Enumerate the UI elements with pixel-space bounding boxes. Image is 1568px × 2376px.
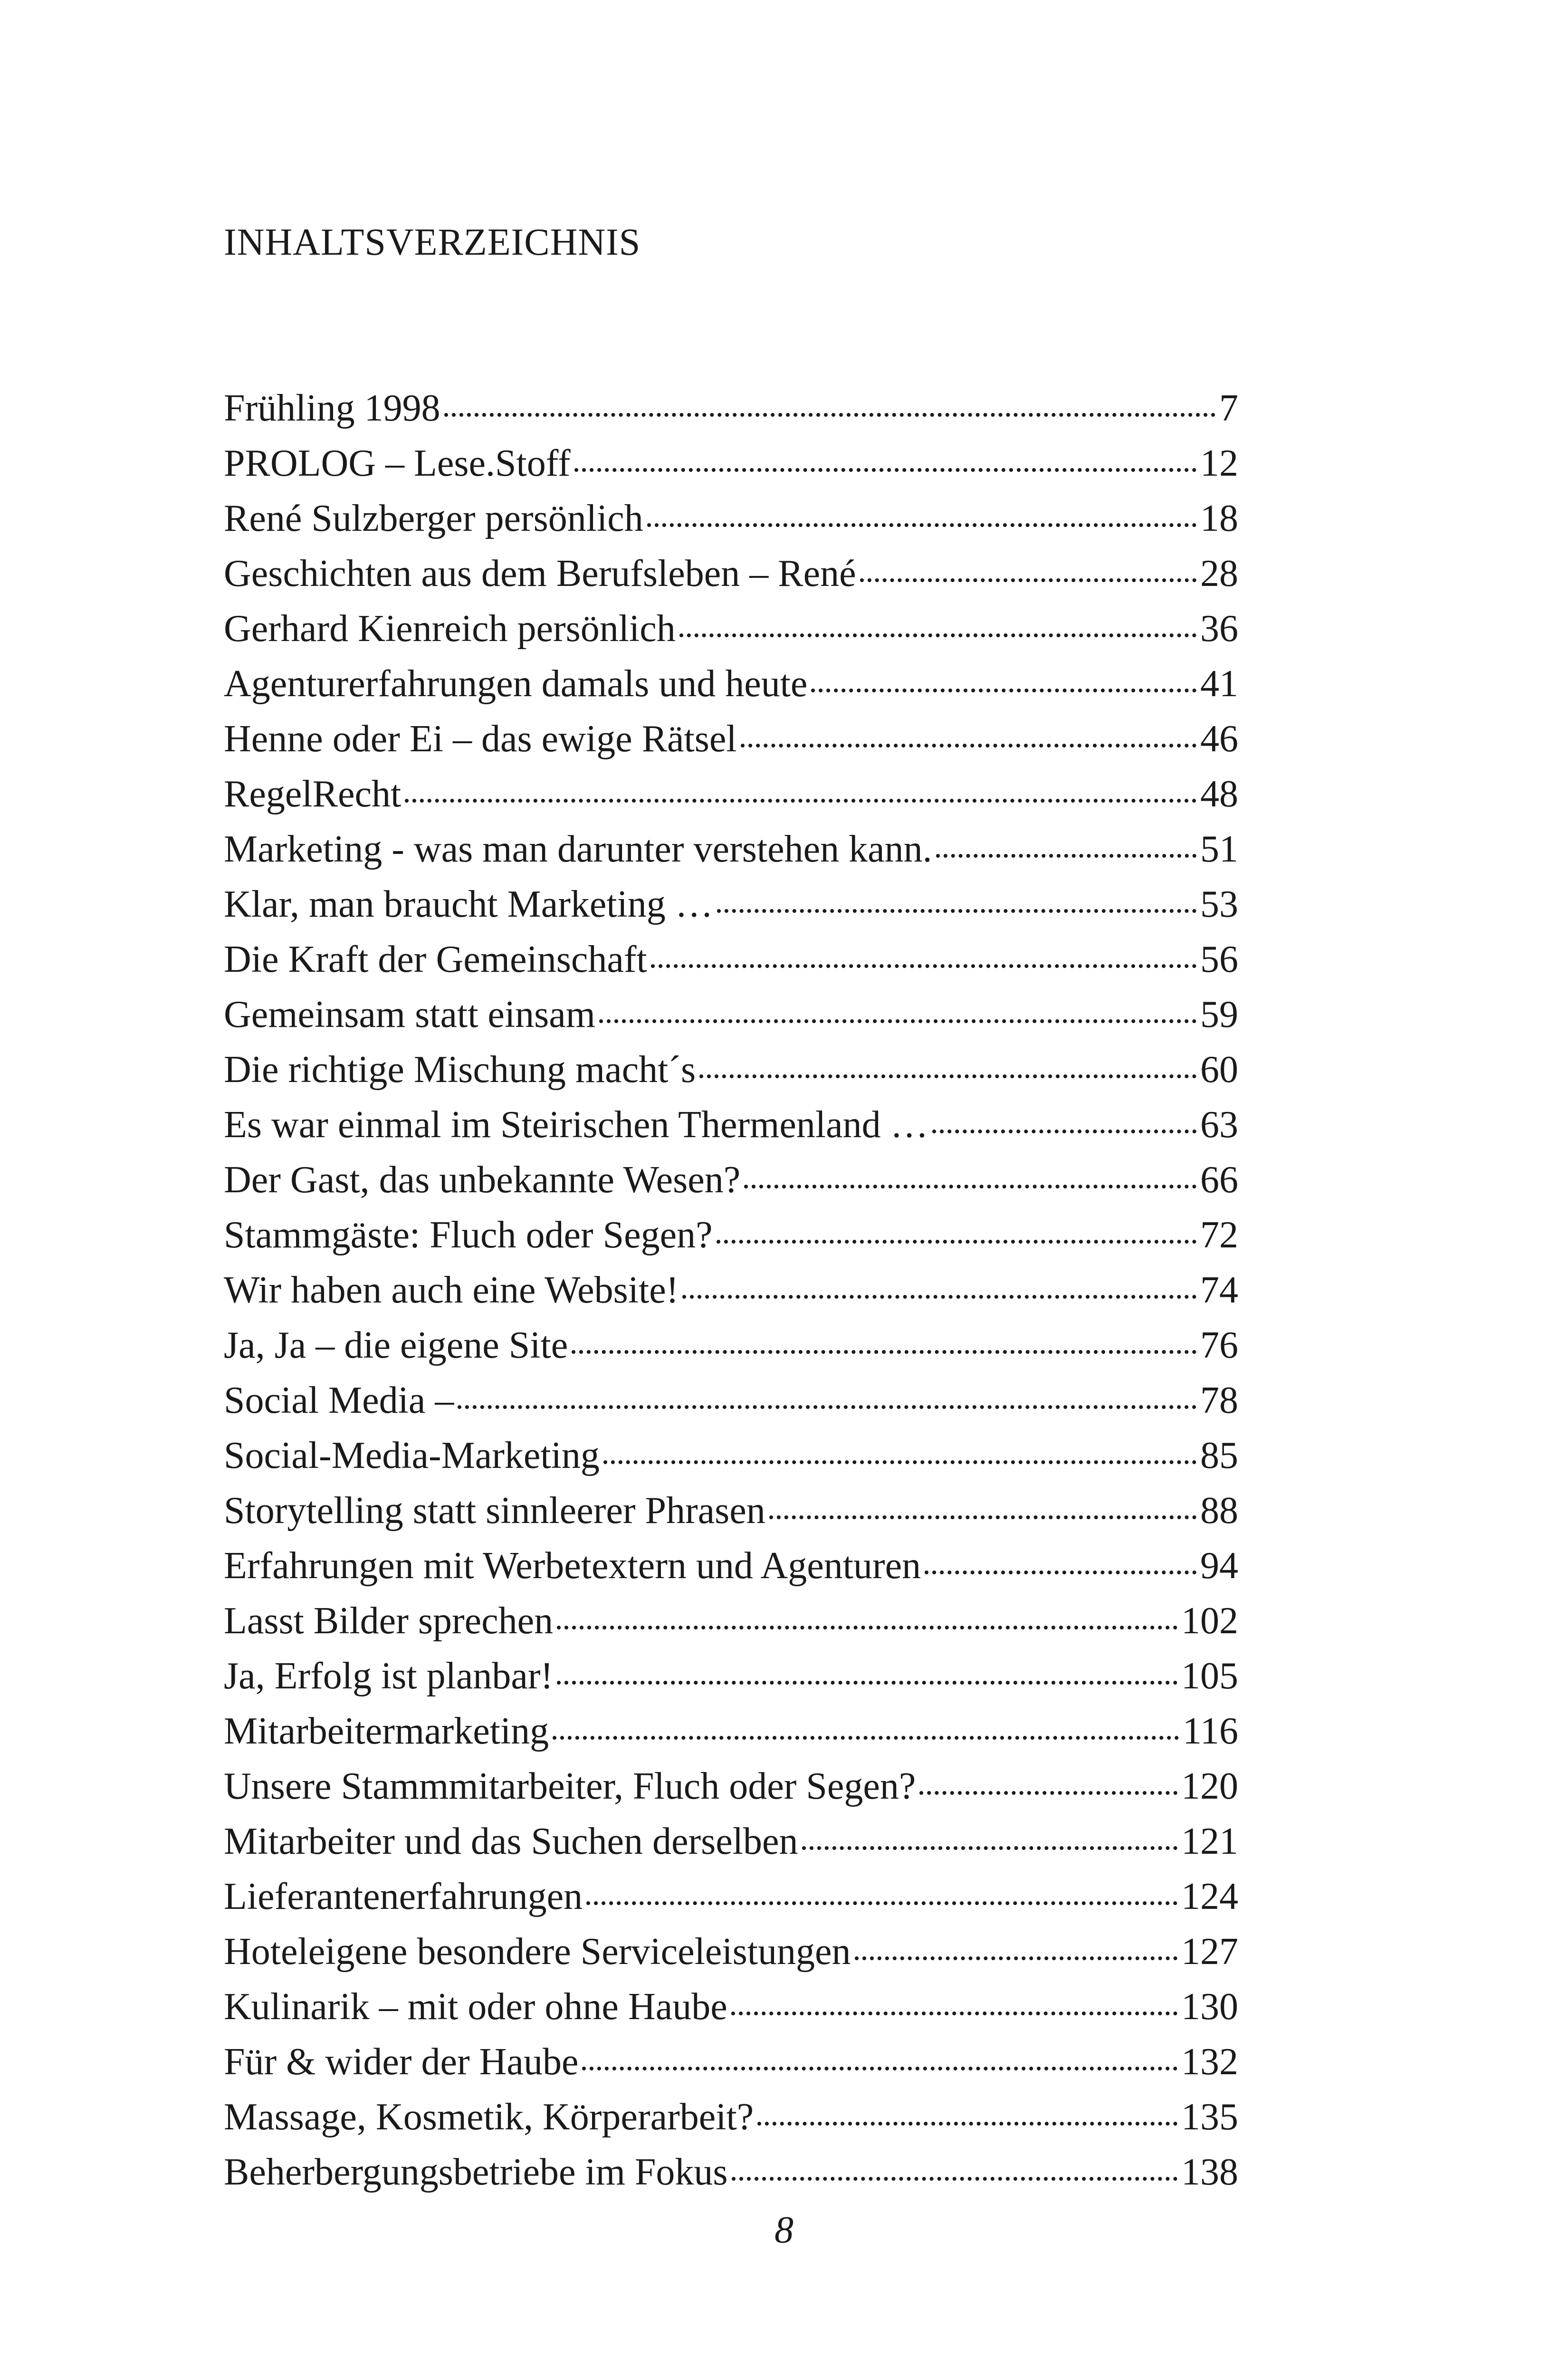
toc-entry <box>224 1538 1238 1593</box>
toc-entry-page-number: 12 <box>1200 442 1238 484</box>
toc-entry-title: Lasst Bilder sprechen <box>224 1600 554 1642</box>
toc-entry-title: Die richtige Mischung macht´s <box>224 1049 696 1091</box>
toc-entry <box>224 1152 1238 1207</box>
toc-entry <box>224 1483 1238 1538</box>
toc-entry-title: Klar, man braucht Marketing … <box>224 883 713 925</box>
toc-entry-page-number: 132 <box>1181 2041 1238 2083</box>
toc-entry-title: Wir haben auch eine Website! <box>224 1269 679 1311</box>
toc-entry-title: René Sulzberger persönlich <box>224 498 643 539</box>
toc-entry-page-number: 46 <box>1200 718 1238 760</box>
dot-leader <box>925 1571 1196 1574</box>
toc-entry-page-number: 78 <box>1200 1380 1238 1421</box>
toc-entry-title: Mitarbeiter und das Suchen derselben <box>224 1820 798 1862</box>
page-title: INHALTSVERZEICHNIS <box>224 221 641 263</box>
toc-entry <box>224 766 1238 822</box>
toc-entry <box>224 1097 1238 1152</box>
toc-entry-title: Geschichten aus dem Berufsleben – René <box>224 553 856 594</box>
toc-entry-page-number: 121 <box>1181 1820 1238 1862</box>
toc-entry <box>224 877 1238 932</box>
dot-leader <box>557 1626 1177 1629</box>
dot-leader <box>932 1130 1196 1133</box>
toc-entry-page-number: 105 <box>1181 1655 1238 1697</box>
dot-leader <box>603 1460 1196 1464</box>
dot-leader <box>574 468 1196 472</box>
toc-entry-page-number: 41 <box>1200 663 1238 705</box>
toc-entry <box>224 1042 1238 1097</box>
dot-leader <box>811 689 1196 692</box>
toc-entry-page-number: 74 <box>1200 1269 1238 1311</box>
toc-entry-page-number: 7 <box>1219 387 1238 429</box>
toc-entry-page-number: 28 <box>1200 553 1238 594</box>
toc-entry <box>224 711 1238 766</box>
toc-entry <box>224 2145 1238 2200</box>
dot-leader <box>731 2012 1177 2015</box>
toc-entry-page-number: 130 <box>1181 1986 1238 2028</box>
dot-leader <box>757 2122 1177 2126</box>
toc-entry-title: Gemeinsam statt einsam <box>224 994 596 1035</box>
toc-entry-title: Frühling 1998 <box>224 387 440 429</box>
toc-entry-title: Ja, Erfolg ist planbar! <box>224 1655 554 1697</box>
toc-entry-page-number: 36 <box>1200 608 1238 650</box>
dot-leader <box>769 1515 1196 1519</box>
dot-leader <box>802 1846 1177 1850</box>
dot-leader <box>557 1681 1177 1685</box>
toc-entry-page-number: 53 <box>1200 883 1238 925</box>
toc-entry-title: Die Kraft der Gemeinschaft <box>224 939 647 980</box>
toc-entry-page-number: 102 <box>1181 1600 1238 1642</box>
dot-leader <box>458 1405 1196 1409</box>
toc-entry <box>224 601 1238 656</box>
toc-entry-page-number: 63 <box>1200 1104 1238 1146</box>
toc-entry <box>224 1759 1238 1814</box>
dot-leader <box>405 799 1196 803</box>
dot-leader <box>553 1736 1179 1740</box>
toc-entry-title: Storytelling statt sinnleerer Phrasen <box>224 1490 765 1532</box>
dot-leader <box>717 909 1196 913</box>
toc-entry <box>224 2034 1238 2089</box>
toc-entry <box>224 822 1238 877</box>
toc-entry-title: PROLOG – Lese.Stoff <box>224 442 571 484</box>
toc-entry-title: Unsere Stammmitarbeiter, Fluch oder Segen? <box>224 1765 916 1807</box>
dot-leader <box>855 1956 1178 1960</box>
toc-entry-page-number: 72 <box>1200 1214 1238 1256</box>
dot-leader <box>744 1185 1196 1188</box>
dot-leader <box>717 1240 1196 1244</box>
toc-entry <box>224 381 1238 436</box>
toc-entry <box>224 656 1238 711</box>
toc-entry-page-number: 138 <box>1181 2151 1238 2193</box>
toc-entry-page-number: 18 <box>1200 498 1238 539</box>
toc-entry-page-number: 135 <box>1181 2096 1238 2138</box>
toc-entry-title: Der Gast, das unbekannte Wesen? <box>224 1159 741 1201</box>
toc-entry-title: Hoteleigene besondere Serviceleistungen <box>224 1931 851 1973</box>
toc-entry <box>224 2089 1238 2145</box>
toc-entry <box>224 1318 1238 1373</box>
toc-entry-title: Es war einmal im Steirischen Thermenland … <box>224 1104 928 1146</box>
toc-entry-title: Gerhard Kienreich persönlich <box>224 608 676 650</box>
toc-entry <box>224 1263 1238 1318</box>
dot-leader <box>699 1074 1196 1078</box>
toc-entry <box>224 1979 1238 2034</box>
toc-entry <box>224 1428 1238 1483</box>
toc-entry <box>224 436 1238 491</box>
toc-entry-page-number: 127 <box>1181 1931 1238 1973</box>
toc-entry <box>224 1814 1238 1869</box>
dot-leader <box>936 854 1196 858</box>
dot-leader <box>919 1791 1177 1795</box>
toc-entry <box>224 491 1238 546</box>
table-of-contents <box>224 381 1238 2200</box>
dot-leader <box>732 2177 1177 2181</box>
dot-leader <box>582 2067 1177 2070</box>
toc-entry-page-number: 124 <box>1181 1876 1238 1917</box>
toc-entry-page-number: 51 <box>1200 828 1238 870</box>
toc-entry-page-number: 88 <box>1200 1490 1238 1532</box>
toc-entry <box>224 1869 1238 1924</box>
dot-leader <box>682 1295 1196 1299</box>
toc-entry-page-number: 85 <box>1200 1435 1238 1476</box>
dot-leader <box>586 1901 1177 1905</box>
dot-leader <box>444 413 1215 417</box>
toc-entry <box>224 1593 1238 1648</box>
toc-entry <box>224 1924 1238 1979</box>
dot-leader <box>651 964 1196 968</box>
dot-leader <box>647 523 1196 527</box>
toc-entry-page-number: 66 <box>1200 1159 1238 1201</box>
toc-entry-title: Beherbergungsbetriebe im Fokus <box>224 2151 728 2193</box>
toc-entry-page-number: 116 <box>1182 1710 1238 1752</box>
toc-entry-title: Marketing - was man darunter verstehen kann. <box>224 828 932 870</box>
toc-entry-title: Ja, Ja – die eigene Site <box>224 1324 568 1366</box>
toc-entry <box>224 1704 1238 1759</box>
toc-entry-page-number: 76 <box>1200 1324 1238 1366</box>
toc-entry <box>224 546 1238 601</box>
toc-entry-title: Henne oder Ei – das ewige Rätsel <box>224 718 737 760</box>
toc-entry-title: Kulinarik – mit oder ohne Haube <box>224 1986 727 2028</box>
toc-entry <box>224 1373 1238 1428</box>
toc-entry-title: Social Media – <box>224 1380 454 1421</box>
toc-entry-title: Mitarbeitermarketing <box>224 1710 549 1752</box>
toc-entry-page-number: 56 <box>1200 939 1238 980</box>
dot-leader <box>679 633 1196 637</box>
toc-entry-title: Erfahrungen mit Werbetextern und Agenturen <box>224 1545 921 1587</box>
toc-entry-title: Massage, Kosmetik, Körperarbeit? <box>224 2096 754 2138</box>
toc-entry <box>224 932 1238 987</box>
toc-entry-page-number: 60 <box>1200 1049 1238 1091</box>
toc-entry-title: Social-Media-Marketing <box>224 1435 600 1476</box>
toc-entry-page-number: 59 <box>1200 994 1238 1035</box>
toc-entry-title: Agenturerfahrungen damals und heute <box>224 663 808 705</box>
toc-entry-title: Lieferantenerfahrungen <box>224 1876 583 1917</box>
page-number: 8 <box>774 2209 794 2251</box>
dot-leader <box>860 578 1196 582</box>
toc-entry-title: Stammgäste: Fluch oder Segen? <box>224 1214 713 1256</box>
toc-entry-page-number: 48 <box>1200 773 1238 815</box>
toc-entry-title: Für & wider der Haube <box>224 2041 579 2083</box>
toc-entry <box>224 1648 1238 1704</box>
toc-entry-page-number: 94 <box>1200 1545 1238 1587</box>
dot-leader <box>599 1019 1196 1023</box>
toc-entry-title: RegelRecht <box>224 773 402 815</box>
dot-leader <box>572 1350 1196 1354</box>
toc-entry-page-number: 120 <box>1181 1765 1238 1807</box>
toc-entry <box>224 987 1238 1042</box>
dot-leader <box>741 744 1196 747</box>
toc-entry <box>224 1207 1238 1263</box>
